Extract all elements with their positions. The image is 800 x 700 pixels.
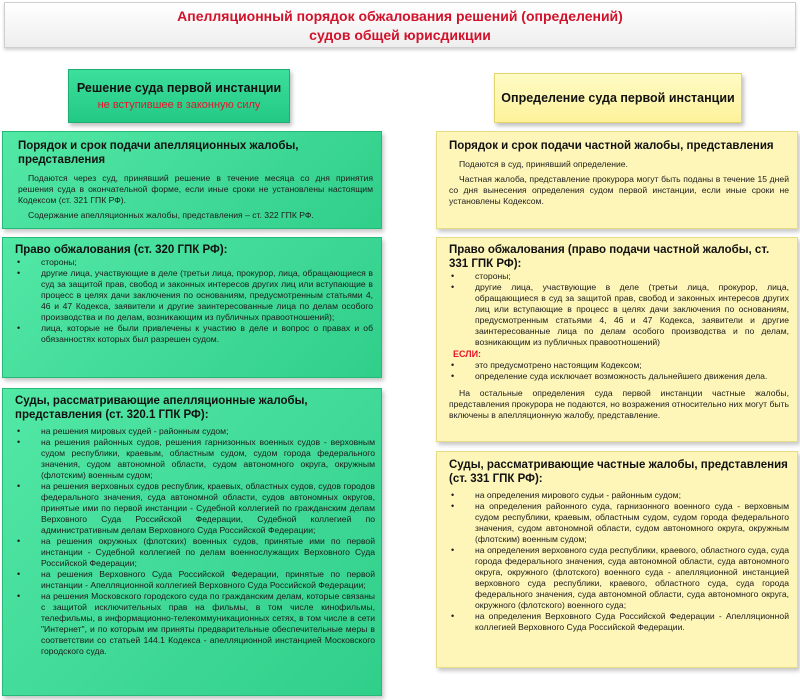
left-box-appeal-right (2, 237, 382, 378)
right-box-courts-title: Суды, рассматривающие частные жалобы, представления (ст. 331 ГПК РФ): (449, 459, 788, 485)
right-box-procedure-text-1: Подаются в суд, принявший определение. (459, 159, 628, 169)
left-appeal-right-bullet-1: • стороны; (15, 257, 373, 268)
left-courts-item-1: • на решения мировых судей - районным судом; (15, 426, 375, 437)
right-appeal-condition-2: • определение суда исключает возможность дальнейшего движения дела. (449, 371, 789, 382)
left-box-procedure-title: Порядок и срок подачи апелляционных жалобы, представления (18, 140, 299, 166)
left-courts-item-5: • на решения Верховного Суда Российской Федерации, принятые по первой инстанции - Апелляционной коллегией Верховного Суда Российской Федерации; (15, 569, 375, 591)
right-box-appeal-right (436, 237, 798, 442)
right-box-procedure-text-2: Частная жалоба, представление прокурора могут быть поданы в течение 15 дней со дня вынесения определения судом первой инстанции, если иные сроки не установлены Кодексом. (449, 174, 789, 206)
main-title-line-2: судов общей юрисдикции (309, 27, 491, 43)
right-appeal-condition-1: • это предусмотрено настоящим Кодексом; (449, 360, 789, 371)
left-courts-item-2: • на решения районных судов, решения гарнизонных военных судов - верховным судом республики, краевым, областным судом, судом города федерального значения, судом автономной области, судом автономного округа, окружным (флотским) военным судом; (15, 437, 375, 481)
left-box-procedure (2, 131, 382, 229)
left-header-title: Решение суда первой инстанции (76, 80, 282, 95)
left-header-subtitle: не вступившее в законную силу (97, 98, 261, 111)
left-appeal-right-bullet-2: • другие лица, участвующие в деле (третьи лица, прокурор, лица, обращающиеся в суд за защитой прав, свобод и законных интересов других лиц или вступающие в процесс в целях дачи заключения по основаниям, предусмотренным статьями 4, 46 и 47 Кодекса, заявители и другие заинтересованные лица по делам особого производства и по делам, возникающим из публичных правоотношений); (15, 268, 373, 323)
left-box-appeal-right-title: Право обжалования (ст. 320 ГПК РФ): (15, 244, 228, 256)
right-box-procedure (436, 131, 798, 229)
left-header-box (68, 69, 290, 123)
right-courts-item-2: • на определения районного суда, гарнизонного военного суда - верховным судом республики, краевым, областным судом, судом города федерального значения, судом автономной области, судом автономного округа, окружным (флотским) военным судом; (449, 501, 789, 545)
right-courts-item-4: • на определения Верховного Суда Российской Федерации - Апелляционной коллегией Верховного Суда Российской Федерации. (449, 611, 789, 633)
left-box-procedure-text-2: Содержание апелляционных жалобы, представления – ст. 322 ГПК РФ. (28, 210, 314, 220)
left-box-courts-title: Суды, рассматривающие апелляционные жалобы, представления (ст. 320.1 ГПК РФ): (15, 395, 308, 421)
right-box-appeal-right-title: Право обжалования (право подачи частной жалобы, ст. 331 ГПК РФ): (449, 244, 770, 270)
right-appeal-right-bullet-1: • стороны; (449, 271, 789, 282)
left-box-procedure-text-1: Подаются через суд, принявший решение в течение месяца со дня принятия решения суда в окончательной форме, если иные сроки не установлены настоящим Кодексом (ст. 321 ГПК РФ). (18, 173, 373, 205)
left-box-courts (2, 388, 382, 696)
left-courts-item-4: • на решения окружных (флотских) военных судов, принятые ими по первой инстанции - Судебной коллегией по делам военнослужащих Верховного Суда Российской Федерации; (15, 536, 375, 569)
left-courts-item-6: • на решения Московского городского суда по гражданским делам, которые связаны с защитой исключительных прав на фильмы, в том числе кинофильмы, телефильмы, в информационно-телекоммуникационных сетях, в том числе в сети "Интернет", и по которым им приняты предварительные обеспечительные меры в соответствии со статьей 144.1 Кодекса - апелляционной инстанцией Московского городского суда. (15, 591, 375, 657)
right-appeal-if-label: ЕСЛИ: (453, 349, 482, 359)
left-courts-item-3: • на решения верховных судов республик, краевых, областных судов, судов городов федерального значения, суда автономной области, судов автономных округов, принятые ими по первой инстанции - Судебной коллегией по гражданским делам Верховного Суда Российской Федерации, Судебной коллегией по административным делам Верховного Суда Российской Федерации; (15, 481, 375, 536)
right-courts-item-3: • на определения верховного суда республики, краевого, областного суда, суда города федерального значения, суда автономной области, суда автономного округа, окружного (флотского) военного суда - апелляционной инстанцией верховного суда республики, краевого, областного суда, суда города федерального значения, суда автономной области, суда автономного округа, окружного (флотского) военного суда; (449, 545, 789, 611)
right-courts-item-1: • на определения мирового судьи - районным судом; (449, 490, 789, 501)
main-title-bar (4, 2, 796, 48)
right-appeal-right-bullet-2: • другие лица, участвующие в деле (третьи лица, прокурор, лица, обращающиеся в суд за защитой прав, свобод и законных интересов других лиц или вступающие в процесс в целях дачи заключения по основаниям, предусмотренным статьями 4, 46 и 47 Кодекса, заявители и другие заинтересованные лица по делам особого производства и по делам, возникающим из публичных правоотношений) (449, 282, 789, 348)
right-header-box (494, 73, 742, 123)
right-box-courts (436, 451, 798, 668)
right-header-title: Определение суда первой инстанции (501, 91, 735, 105)
right-appeal-note: На остальные определения суда первой инстанции частные жалобы, представления прокурора не подаются, но возражения относительно них могут быть включены в апелляционную жалобу, представление. (449, 388, 790, 420)
left-appeal-right-bullet-3: • лица, которые не были привлечены к участию в деле и вопрос о правах и об обязанностях которых был разрешен судом. (15, 323, 373, 345)
main-title-line-1: Апелляционный порядок обжалования решений (определений) (177, 8, 623, 24)
right-box-procedure-title: Порядок и срок подачи частной жалобы, представления (449, 140, 774, 152)
